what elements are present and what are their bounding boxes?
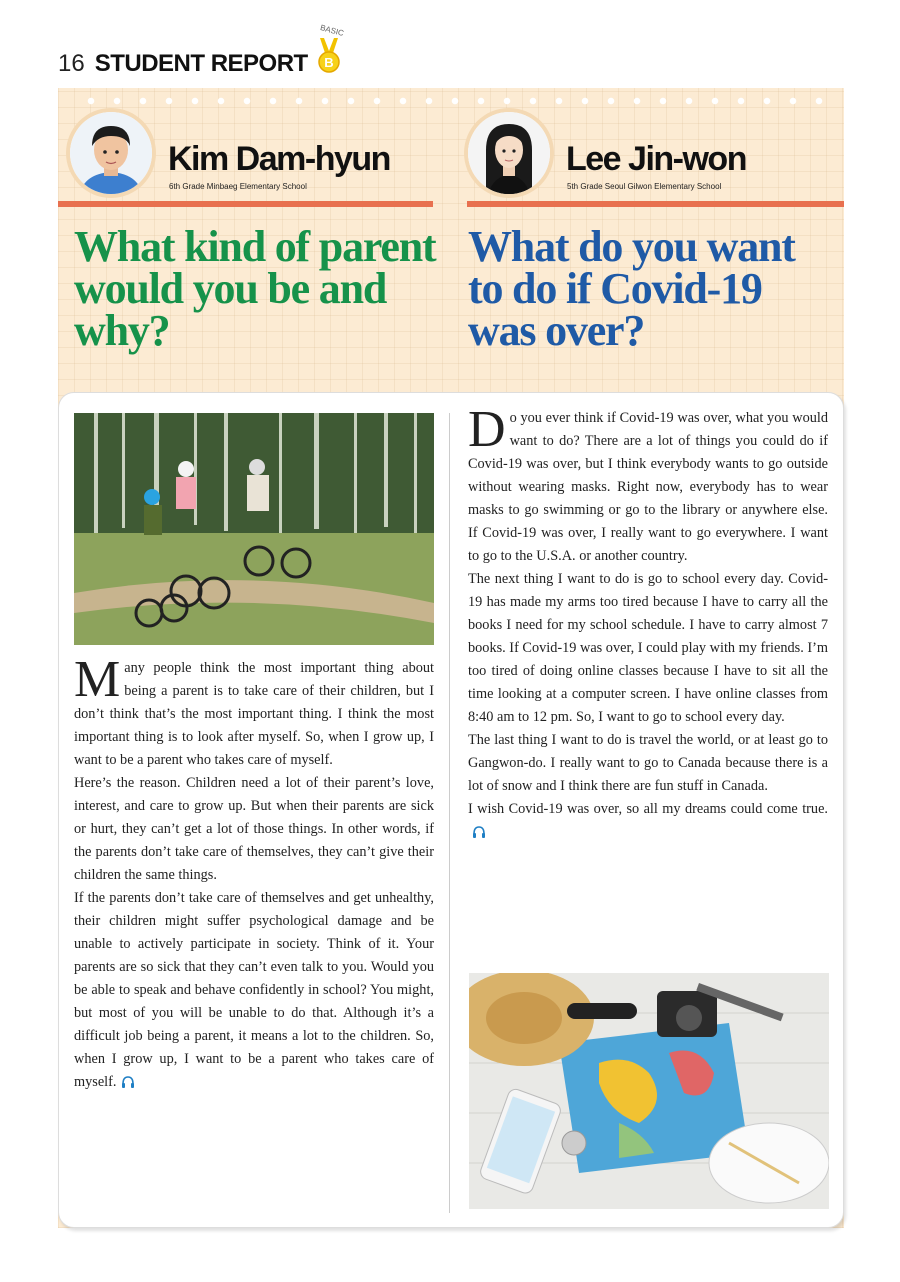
avatar-lee-jin-won bbox=[468, 112, 550, 194]
paragraph: If the parents don’t take care of themselves and get unhealthy, their children might suffer psychological damage and be unable to actively participate in society. Think of it. Your parents are so sick that they can’t even talk to you. Would you be able to speak and behave confidently in school? You might, but most of you will be unable to do that. Although it’s a difficult job being a parent, it means a lot to the children. So, when I grow up, I want to be a parent who takes care of myself. bbox=[74, 887, 434, 1096]
page-number: 16 bbox=[58, 50, 85, 77]
paragraph: I wish Covid-19 was over, so all my dreams could come true. bbox=[468, 798, 828, 846]
bicycle-family-photo bbox=[74, 413, 434, 645]
paragraph: The next thing I want to do is go to school every day. Covid-19 has made my arms too tired because I have to carry all the books I need for my school schedule. I have to carry almost 7 books. If Covid-19 was over, I could play with my friends. I’m too tired of doing online classes because I have to sit all the time looking at a computer screen. I have online classes from 8:40 am to 12 pm. So, I want to go to school every day. bbox=[468, 571, 828, 725]
student-school-left: 6th Grade Minbaeg Elementary School bbox=[169, 182, 307, 191]
student-name-right: Lee Jin-won bbox=[566, 140, 746, 178]
column-divider bbox=[449, 413, 450, 1213]
decorative-dots bbox=[78, 96, 838, 106]
section-title: STUDENT REPORT bbox=[94, 50, 308, 77]
travel-items-photo bbox=[469, 973, 829, 1209]
article-body-left bbox=[74, 651, 434, 1096]
paragraph: Do you ever think if Covid-19 was over, what you would want to do? There are a lot of things you could do if Covid-19 was over, but I think everybody wants to go outside without wearing masks. Right now, everybody has to wear masks to go swimming or go to the library or anywhere else. If Covid-19 was over, I really want to go everywhere. I want to go to the U.S.A. or another country. bbox=[468, 401, 828, 564]
headphones-icon bbox=[472, 823, 486, 846]
student-name-left: Kim Dam-hyun bbox=[168, 140, 390, 178]
paragraph: Many people think the most important thing about being a parent is to take care of their children, but I don’t think that’s the most important thing. I think the most important thing is to look after myself. So, when I grow up, I want to be a parent who takes care of myself. bbox=[74, 651, 434, 768]
page-header bbox=[58, 23, 345, 78]
basic-badge-icon: BASIC B bbox=[318, 23, 345, 70]
content-card bbox=[58, 392, 844, 1228]
paragraph: Here’s the reason. Children need a lot of their parent’s love, interest, and care to grow up. But when their parents are sick or hurt, they can’t get a lot of those things. In other words, if the parents don’t take care of themselves, they can’t give their children the same things. bbox=[74, 775, 434, 883]
dropcap: M bbox=[74, 651, 121, 708]
svg-text:B: B bbox=[324, 55, 334, 70]
avatar-kim-dam-hyun bbox=[70, 112, 152, 194]
dropcap: D bbox=[468, 401, 506, 458]
student-school-right: 5th Grade Seoul Gilwon Elementary School bbox=[567, 182, 722, 191]
question-title-left: What kind of parent would you be and why? bbox=[74, 222, 436, 355]
accent-bar-right bbox=[467, 201, 844, 207]
paragraph: The last thing I want to do is travel the world, or at least go to Gangwon-do. I really want to go to Canada because there is a lot of snow and I think there are fun stuff in Canada. bbox=[468, 732, 828, 794]
question-title-right: What do you want to do if Covid-19 was over? bbox=[468, 222, 795, 355]
accent-bar-left bbox=[58, 201, 433, 207]
report-panel bbox=[58, 88, 844, 1228]
article-body-right bbox=[468, 401, 828, 846]
headphones-icon bbox=[121, 1073, 135, 1096]
